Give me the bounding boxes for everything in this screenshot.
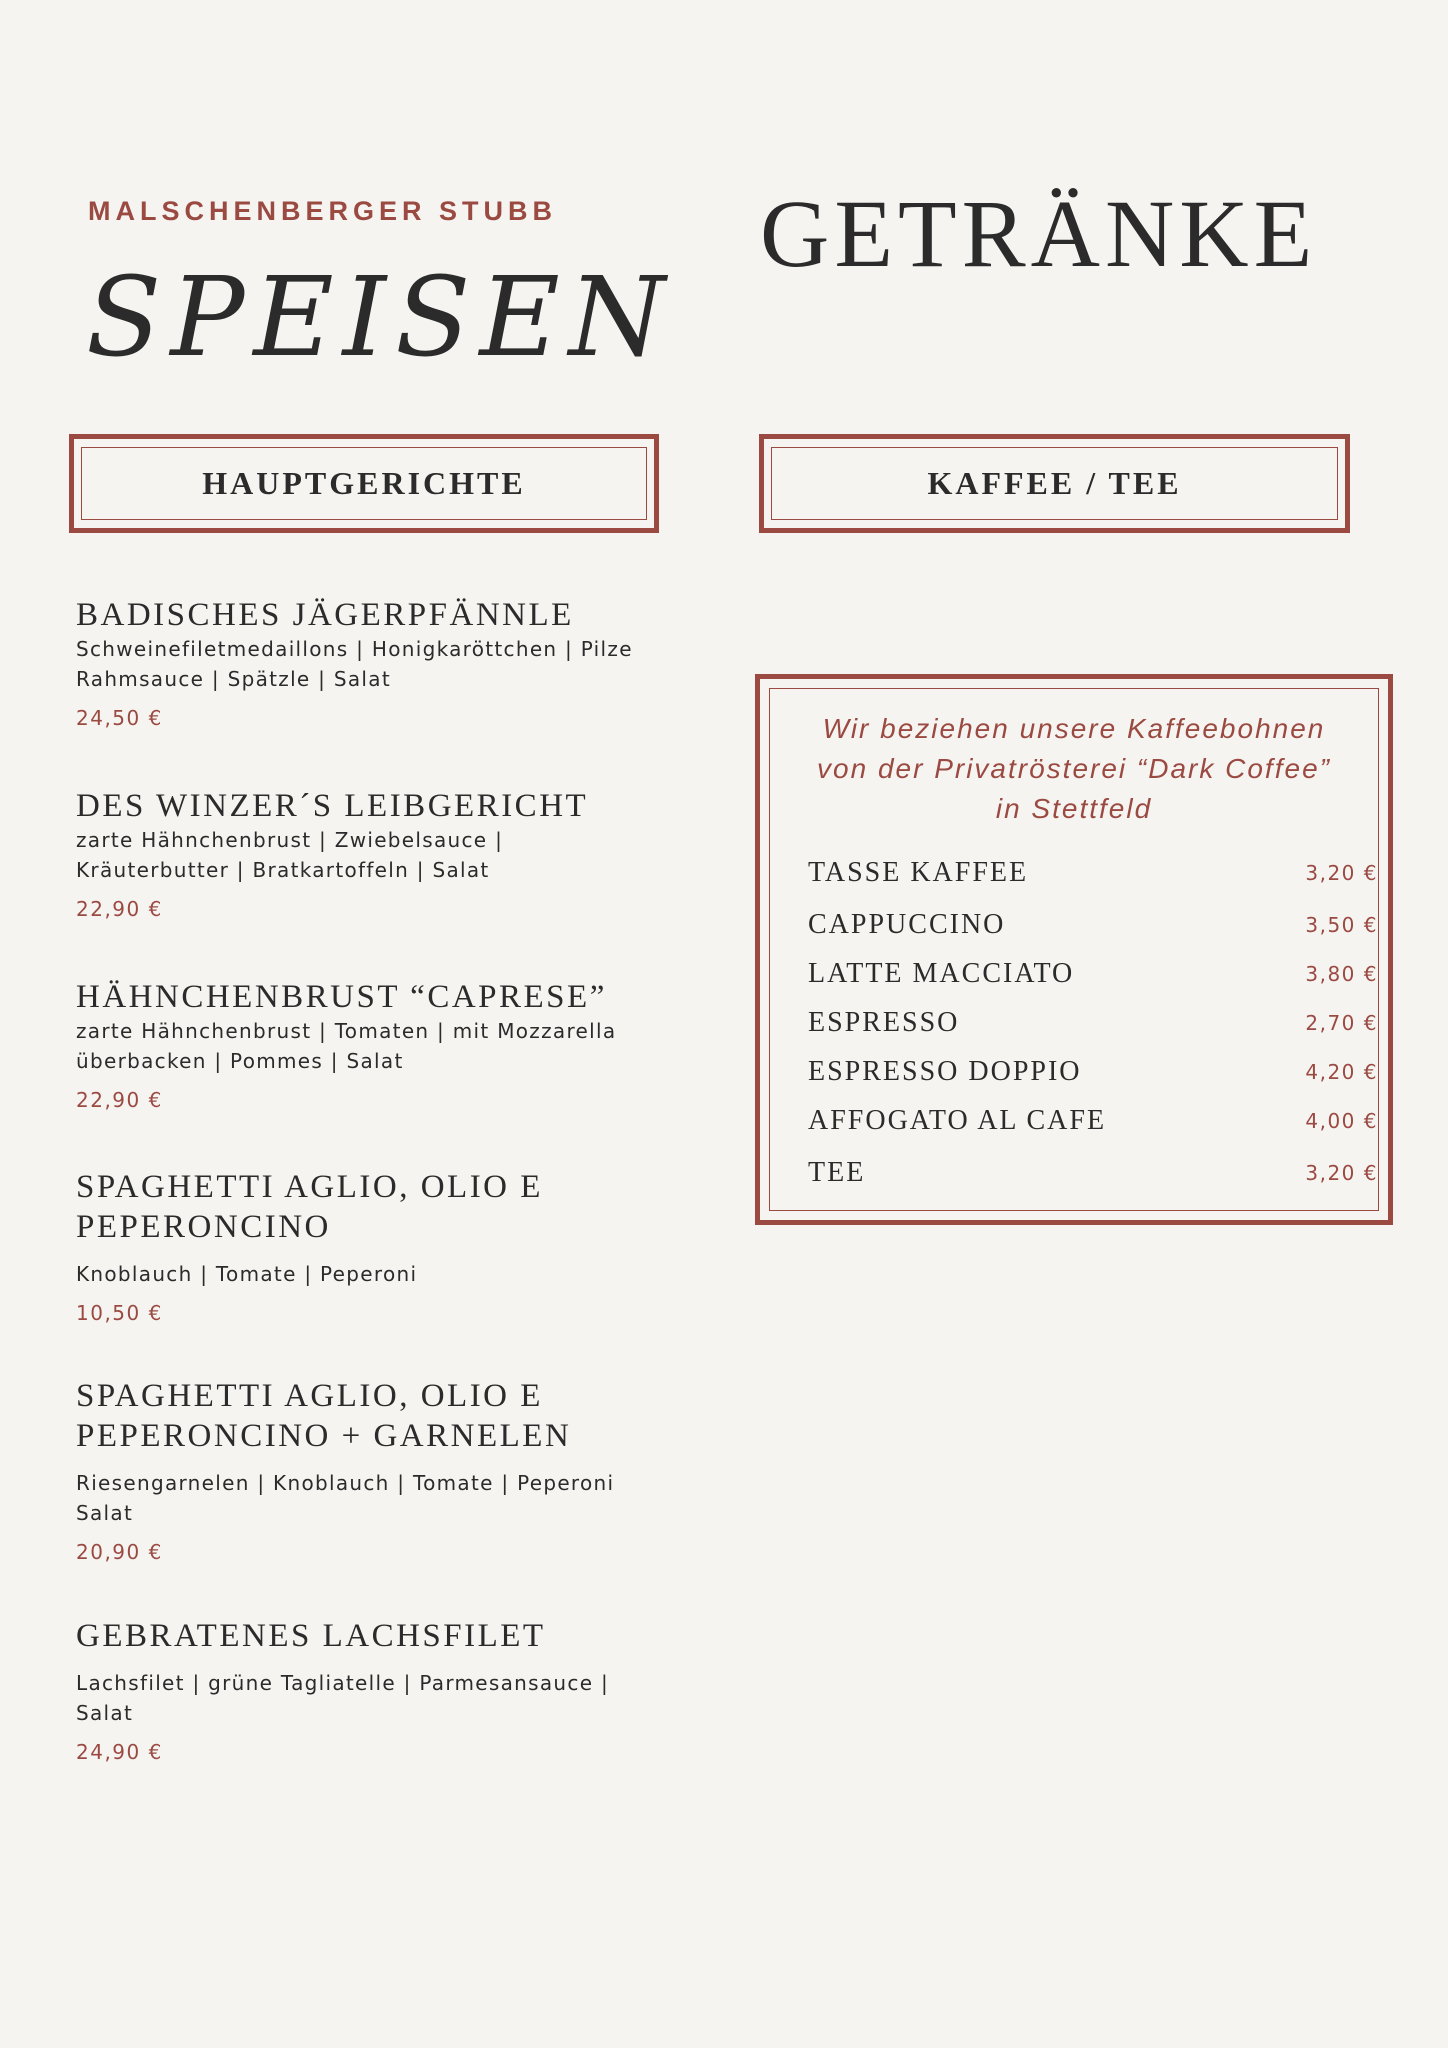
drink-item <box>808 1105 1378 1145</box>
coffee-note-line: in Stettfeld <box>995 793 1153 824</box>
restaurant-name: MALSCHENBERGER STUBB <box>88 196 558 226</box>
dish-name-line: BADISCHES JÄGERPFÄNNLE <box>76 597 574 633</box>
drink-name: LATTE MACCIATO <box>808 958 1075 989</box>
coffee-tea-header-box <box>759 434 1350 533</box>
coffee-tea-header-inner <box>771 447 1338 520</box>
coffee-roastery-note <box>770 709 1378 829</box>
dish-description <box>76 634 676 694</box>
drink-price: 3,20 € <box>1305 1161 1378 1185</box>
dish-name-line: PEPERONCINO <box>76 1209 331 1245</box>
dish-name-line: SPAGHETTI AGLIO, OLIO E <box>76 1169 543 1205</box>
drink-name: ESPRESSO DOPPIO <box>808 1056 1082 1087</box>
drink-name: ESPRESSO <box>808 1007 960 1038</box>
dish-price: 10,50 € <box>76 1301 163 1325</box>
dish-description-line: überbacken | Pommes | Salat <box>76 1049 404 1073</box>
drink-price: 3,50 € <box>1305 913 1378 937</box>
drink-price: 3,80 € <box>1305 962 1378 986</box>
dish-item <box>76 1376 676 1564</box>
coffee-menu-inner <box>769 688 1379 1211</box>
dish-name-line: SPAGHETTI AGLIO, OLIO E <box>76 1378 543 1414</box>
coffee-note-line: Wir beziehen unsere Kaffeebohnen <box>822 713 1326 744</box>
dish-price: 24,50 € <box>76 706 163 730</box>
dish-description-line: Salat <box>76 1701 134 1725</box>
dish-name <box>76 1376 676 1456</box>
dish-name <box>76 786 676 826</box>
drink-price: 4,00 € <box>1305 1109 1378 1133</box>
dish-name-line: DES WINZER´S LEIBGERICHT <box>76 788 589 824</box>
main-courses-header-box <box>69 434 659 533</box>
dish-price: 22,90 € <box>76 897 163 921</box>
main-courses-heading: HAUPTGERICHTE <box>202 465 526 501</box>
dish-name <box>76 595 676 635</box>
drink-name: TEE <box>808 1157 866 1188</box>
dish-name-line: GEBRATENES LACHSFILET <box>76 1618 546 1654</box>
food-menu-title: SPEISEN <box>86 253 675 381</box>
drink-item <box>808 857 1378 897</box>
dish-price: 24,90 € <box>76 1740 163 1764</box>
drink-name: AFFOGATO AL CAFE <box>808 1105 1107 1136</box>
dish-description <box>76 1468 676 1528</box>
drink-item <box>808 1157 1378 1197</box>
dish-name <box>76 977 676 1017</box>
dish-description <box>76 825 676 885</box>
dish-item <box>76 1616 676 1764</box>
drink-item <box>808 1007 1378 1047</box>
dish-name-line: PEPERONCINO + GARNELEN <box>76 1418 572 1454</box>
dish-description-line: Riesengarnelen | Knoblauch | Tomate | Peperoni <box>76 1471 615 1495</box>
dish-name <box>76 1167 676 1247</box>
dish-description-line: Knoblauch | Tomate | Peperoni <box>76 1262 418 1286</box>
drink-price: 2,70 € <box>1305 1011 1378 1035</box>
drink-price: 3,20 € <box>1305 861 1378 885</box>
drink-item <box>808 1056 1378 1096</box>
dish-description <box>76 1668 676 1728</box>
dish-description-line: Rahmsauce | Spätzle | Salat <box>76 667 391 691</box>
drink-item <box>808 909 1378 949</box>
dish-item <box>76 977 676 1112</box>
drink-name: CAPPUCCINO <box>808 909 1006 940</box>
dish-description-line: zarte Hähnchenbrust | Zwiebelsauce | <box>76 828 504 852</box>
dish-item <box>76 595 676 730</box>
dish-name <box>76 1616 676 1656</box>
dish-description <box>76 1259 676 1289</box>
dish-description-line: Kräuterbutter | Bratkartoffeln | Salat <box>76 858 490 882</box>
dish-price: 20,90 € <box>76 1540 163 1564</box>
dish-description-line: Lachsfilet | grüne Tagliatelle | Parmesansauce | <box>76 1671 609 1695</box>
dish-price: 22,90 € <box>76 1088 163 1112</box>
coffee-note-line: von der Privatrösterei “Dark Coffee” <box>817 753 1331 784</box>
dish-description-line: zarte Hähnchenbrust | Tomaten | mit Mozzarella <box>76 1019 617 1043</box>
dish-item <box>76 786 676 921</box>
drink-item <box>808 958 1378 998</box>
dish-description-line: Schweinefiletmedaillons | Honigkaröttchen | Pilze <box>76 637 633 661</box>
drink-price: 4,20 € <box>1305 1060 1378 1084</box>
dish-description <box>76 1016 676 1076</box>
dish-item <box>76 1167 676 1325</box>
coffee-menu-box <box>755 674 1393 1225</box>
dish-description-line: Salat <box>76 1501 134 1525</box>
drink-name: TASSE KAFFEE <box>808 857 1029 888</box>
main-courses-header-inner <box>81 447 647 520</box>
coffee-tea-heading: KAFFEE / TEE <box>927 465 1182 501</box>
drinks-menu-title: GETRÄNKE <box>760 180 1318 287</box>
dish-name-line: HÄHNCHENBRUST “CAPRESE” <box>76 979 607 1015</box>
